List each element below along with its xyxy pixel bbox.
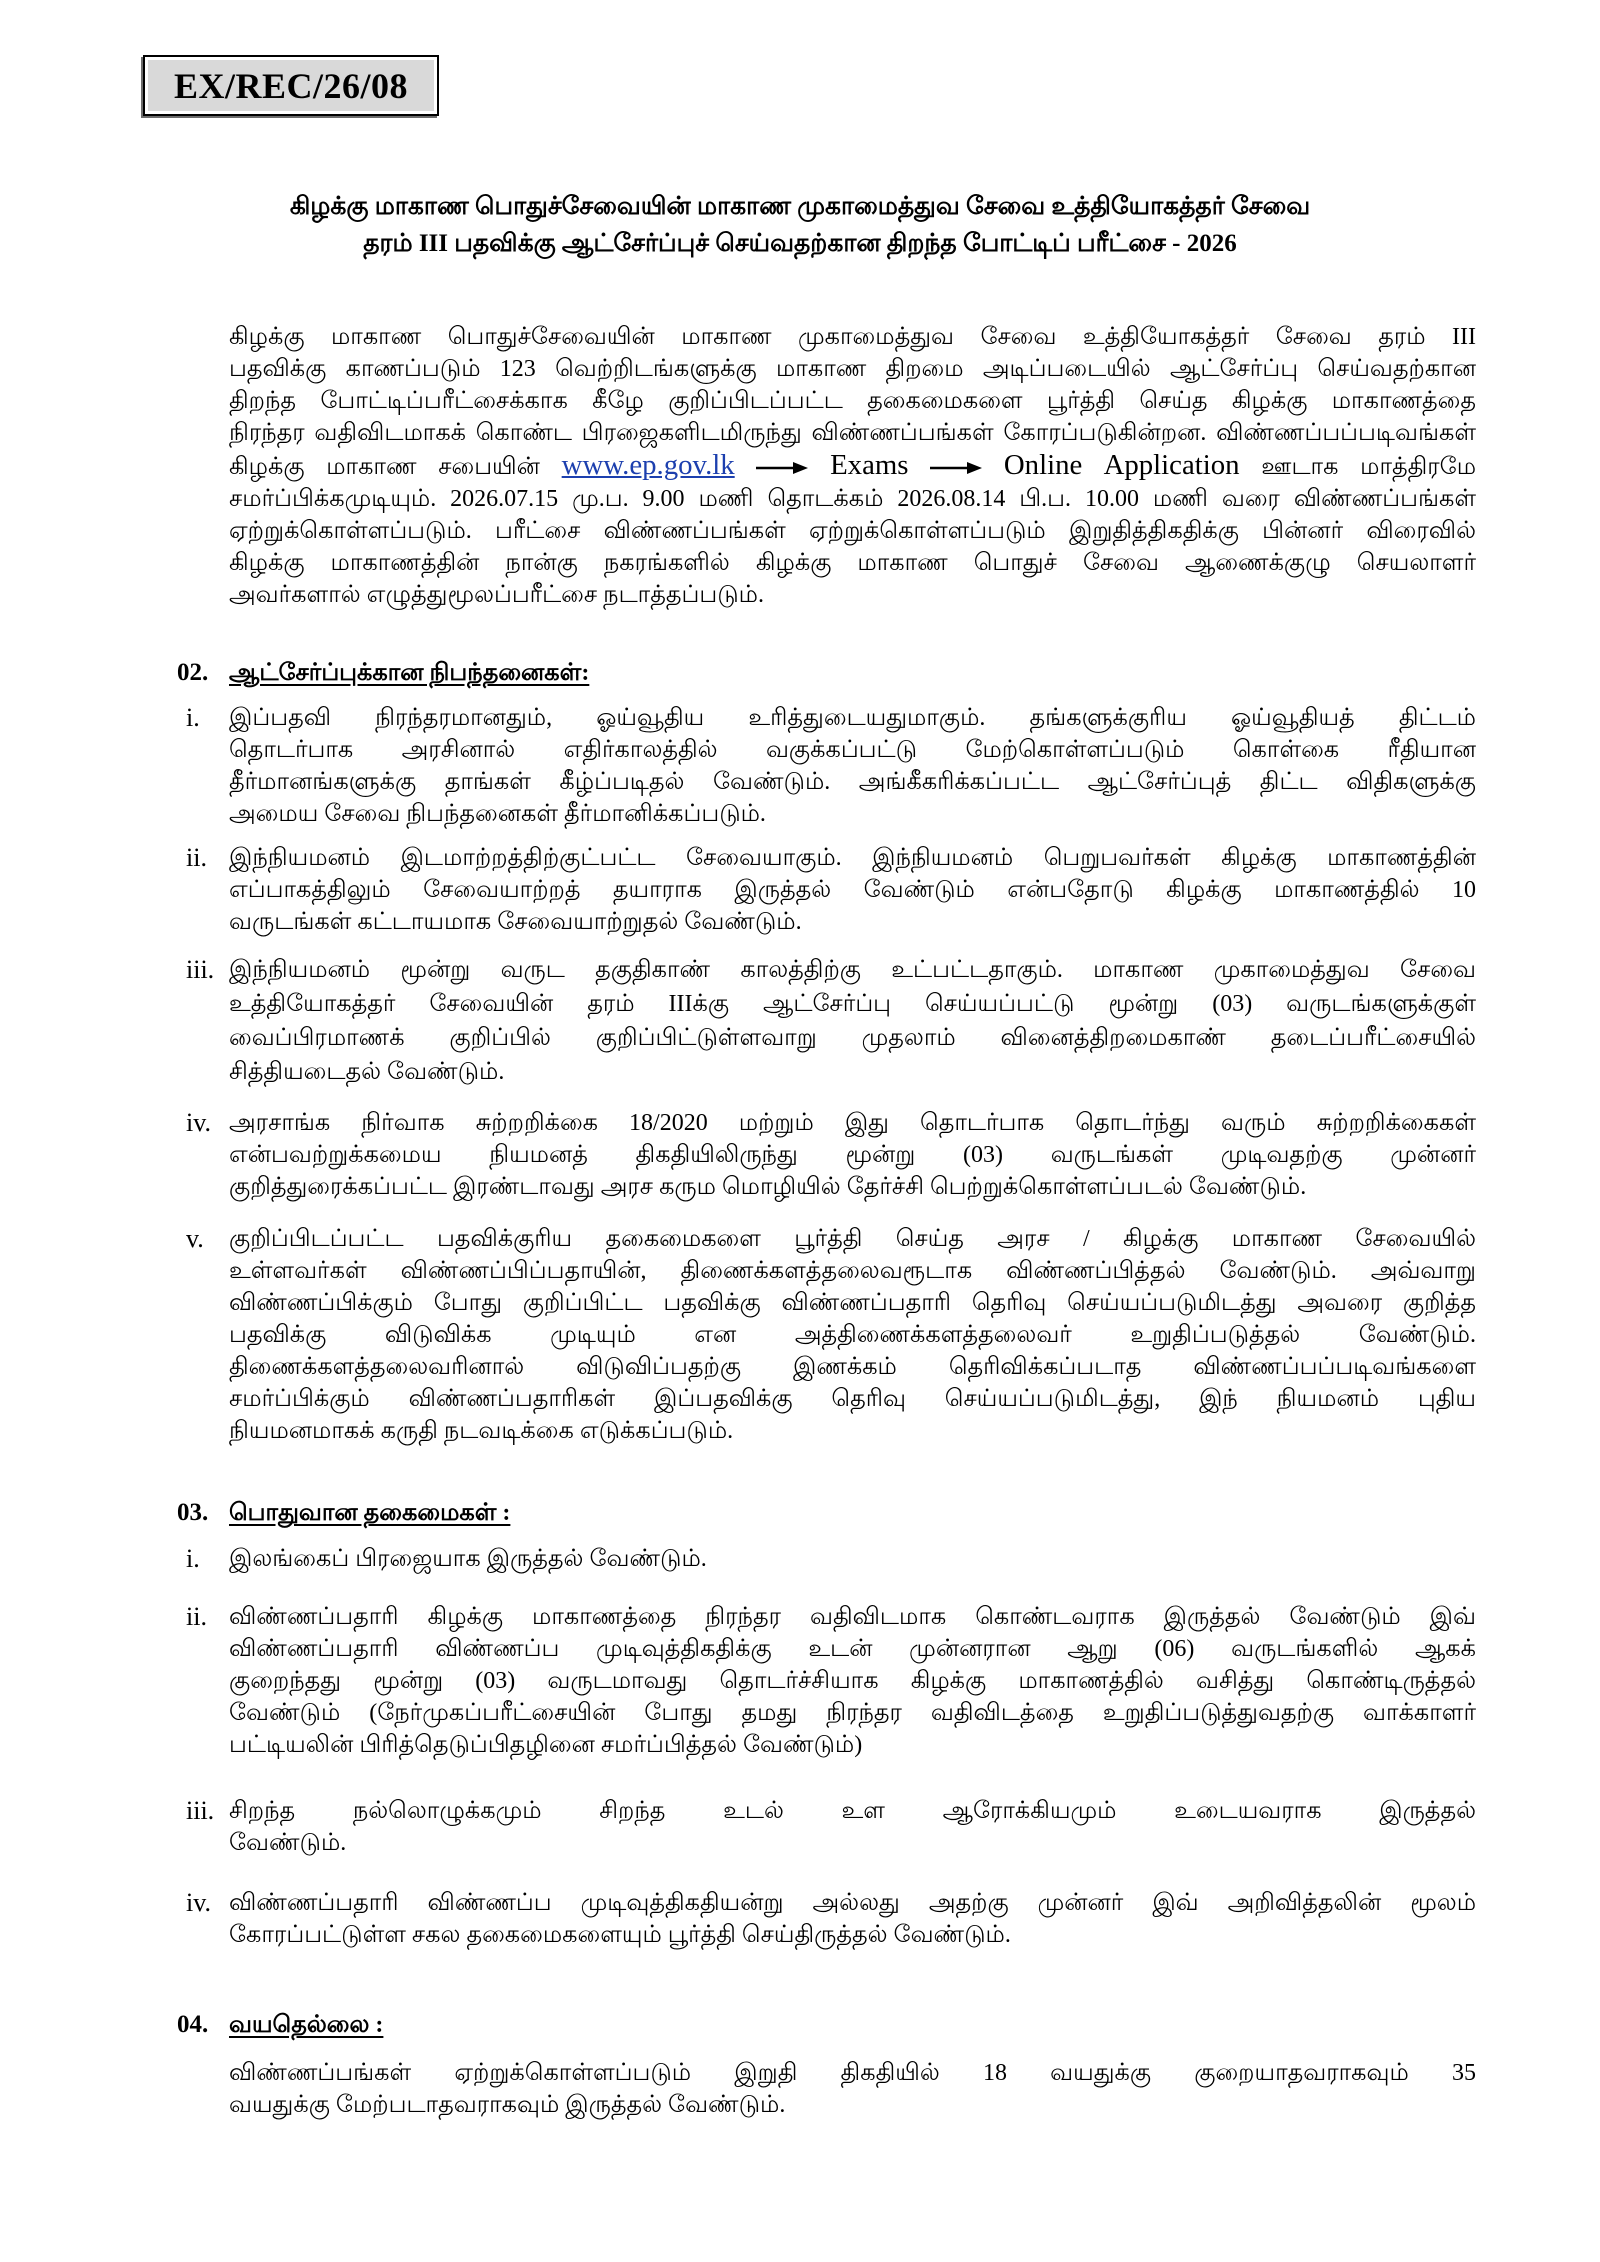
item-line: குறைந்தது மூன்று (03) வருடமாவது தொடர்ச்சியாக கிழக்கு மாகாணத்தில் வசித்து கொண்டிருத்தல்	[229, 1668, 1476, 1694]
general-qualification-item	[186, 1543, 1476, 1575]
item-text	[229, 1107, 1476, 1203]
item-line: திணைக்களத்தலைவரினால் விடுவிப்பதற்கு இணக்கம் தெரிவிக்கப்படாத விண்ணப்பப்படிவங்களை	[229, 1354, 1476, 1380]
item-line: விண்ணப்பிக்கும் போது குறிப்பிட்ட பதவிக்கு விண்ணப்பதாரி தெரிவு செய்யப்படுமிடத்து அவரை குறித்த	[229, 1290, 1476, 1316]
section-heading-row	[177, 1497, 1477, 1529]
recruitment-condition-item	[186, 1107, 1476, 1203]
item-line: உத்தியோகத்தர் சேவையின் தரம் IIIக்கு ஆட்சேர்ப்பு செய்யப்பட்டு மூன்று (03) வருடங்களுக்குள்	[229, 991, 1476, 1017]
item-line: குறிப்பிடப்பட்ட பதவிக்குரிய தகைமைகளை பூர்த்தி செய்த அரச / கிழக்கு மாகாண சேவையில்	[229, 1226, 1476, 1252]
arrow-right-icon	[930, 460, 982, 476]
reference-code: EX/REC/26/08	[173, 65, 409, 106]
item-text	[229, 1601, 1476, 1761]
item-line: வேண்டும் (நேர்முகப்பரீட்சையின் போது தமது நிரந்தர வதிவிடத்தை உறுதிப்படுத்துவதற்கு வாக்காளர்	[229, 1700, 1476, 1726]
section-heading-row	[177, 657, 1477, 689]
item-text	[229, 1887, 1476, 1951]
intro-line: நிரந்தர வதிவிடமாகக் கொண்ட பிரஜைகளிடமிருந்து விண்ணப்பங்கள் கோரப்படுகின்றன. விண்ணப்பப்படிவங்கள்	[229, 420, 1476, 446]
intro-line: பதவிக்கு காணப்படும் 123 வெற்றிடங்களுக்கு மாகாண திறமை அடிப்படையில் ஆட்சேர்ப்பு செய்வதற்கான	[229, 356, 1476, 382]
recruitment-condition-item	[186, 953, 1476, 1089]
age-limit-line: விண்ணப்பங்கள் ஏற்றுக்கொள்ளப்படும் இறுதி திகதியில் 18 வயதுக்கு குறையாதவராகவும் 35	[229, 2060, 1476, 2086]
item-line: சித்தியடைதல் வேண்டும்.	[229, 1059, 505, 1085]
intro-line: திறந்த போட்டிப்பரீட்சைக்காக கீழே குறிப்பிடப்பட்ட தகைமைகளை பூர்த்தி செய்த கிழக்கு மாகாணத்தை	[229, 388, 1476, 414]
item-line: சமர்ப்பிக்கும் விண்ணப்பதாரிகள் இப்பதவிக்கு தெரிவு செய்யப்படுமிடத்து, இந் நியமனம் புதிய	[229, 1386, 1476, 1412]
item-numeral: iv.	[186, 1888, 212, 1917]
item-text	[229, 702, 1476, 830]
item-line: விண்ணப்பதாரி விண்ணப்ப முடிவுத்திகதிக்கு உடன் முன்னரான ஆறு (06) வருடங்களில் ஆகக்	[229, 1636, 1476, 1662]
item-line: உள்ளவர்கள் விண்ணப்பிப்பதாயின், திணைக்களத்தலைவரூடாக விண்ணப்பித்தல் வேண்டும். அவ்வாறு	[229, 1258, 1476, 1284]
item-line: இலங்கைப் பிரஜையாக இருத்தல் வேண்டும்.	[229, 1546, 707, 1572]
intro-line: அவர்களால் எழுத்துமூலப்பரீட்சை நடாத்தப்படும்.	[229, 582, 764, 608]
section-number: 03.	[177, 1499, 209, 1526]
item-line: அமைய சேவை நிபந்தனைகள் தீர்மானிக்கப்படும்.	[229, 801, 766, 827]
item-line: இந்நியமனம் இடமாற்றத்திற்குட்பட்ட சேவையாகும். இந்நியமனம் பெறுபவர்கள் கிழக்கு மாகாணத்தின்	[229, 845, 1476, 871]
item-line: சிறந்த நல்லொழுக்கமும் சிறந்த உடல் உள ஆரோக்கியமும் உடையவராக இருத்தல்	[229, 1798, 1476, 1824]
item-line: தீர்மானங்களுக்கு தாங்கள் கீழ்ப்படிதல் வேண்டும். அங்கீகரிக்கப்பட்ட ஆட்சேர்ப்புத் திட்ட விதிகளுக்கு	[229, 769, 1476, 795]
item-numeral: iii.	[186, 1796, 215, 1825]
item-line: வருடங்கள் கட்டாயமாக சேவையாற்றுதல் வேண்டும்.	[229, 909, 802, 935]
item-line: வேண்டும்.	[229, 1830, 347, 1856]
item-line: விண்ணப்பதாரி விண்ணப்ப முடிவுத்திகதியன்று அல்லது அதற்கு முன்னர் இவ் அறிவித்தலின் மூலம்	[229, 1890, 1476, 1916]
section-number: 02.	[177, 659, 209, 686]
item-text	[229, 1543, 1476, 1575]
intro-line: கிழக்கு மாகாண பொதுச்சேவையின் மாகாண முகாமைத்துவ சேவை உத்தியோகத்தர் சேவை தரம் III	[229, 324, 1476, 350]
item-line: அரசாங்க நிர்வாக சுற்றறிக்கை 18/2020 மற்றும் இது தொடர்பாக தொடர்ந்து வரும் சுற்றறிக்கைகள்	[229, 1110, 1476, 1136]
item-numeral: iii.	[186, 955, 215, 984]
reference-box-fill	[148, 60, 434, 111]
arrow-right-icon	[756, 460, 808, 476]
item-text	[229, 842, 1476, 938]
item-text	[229, 953, 1476, 1089]
section-heading: வயதெல்லை :	[229, 2012, 384, 2038]
website-link[interactable]: www.ep.gov.lk	[561, 449, 735, 481]
recruitment-condition-item	[186, 702, 1476, 830]
item-line: பதவிக்கு விடுவிக்க முடியும் என அத்திணைக்களத்தலைவர் உறுதிப்படுத்தல் வேண்டும்.	[229, 1322, 1476, 1348]
general-qualification-item	[186, 1795, 1476, 1859]
intro-url-suffix: ஊடாக மாத்திரமே	[1261, 454, 1477, 480]
intro-line: சமர்ப்பிக்கமுடியும். 2026.07.15 மு.ப. 9.00 மணி தொடக்கம் 2026.08.14 பி.ப. 10.00 மணி வரை விண்ணப்பங்கள்	[229, 486, 1476, 512]
item-line: தொடர்பாக அரசினால் எதிர்காலத்தில் வகுக்கப்பட்டு மேற்கொள்ளப்படும் கொள்கை ரீதியான	[229, 737, 1476, 763]
intro-line: ஏற்றுக்கொள்ளப்படும். பரீட்சை விண்ணப்பங்கள் ஏற்றுக்கொள்ளப்படும் இறுதித்திகதிக்கு பின்னர் விரைவில்	[229, 518, 1476, 544]
intro-url-prefix: கிழக்கு மாகாண சபையின்	[229, 454, 540, 480]
general-qualification-item	[186, 1887, 1476, 1951]
item-numeral: v.	[186, 1224, 204, 1253]
item-line: வைப்பிரமாணக் குறிப்பில் குறிப்பிட்டுள்ளவாறு முதலாம் வினைத்திறமைகாண் தடைப்பரீட்சையில்	[229, 1025, 1476, 1051]
item-line: விண்ணப்பதாரி கிழக்கு மாகாணத்தை நிரந்தர வதிவிடமாக கொண்டவராக இருத்தல் வேண்டும் இவ்	[229, 1604, 1476, 1630]
recruitment-condition-item	[186, 842, 1476, 938]
item-numeral: iv.	[186, 1108, 212, 1137]
general-qualification-item	[186, 1601, 1476, 1761]
item-line: என்பவற்றுக்கமைய நியமனத் திகதியிலிருந்து மூன்று (03) வருடங்கள் முடிவதற்கு முன்னர்	[229, 1142, 1476, 1168]
recruitment-condition-item	[186, 1223, 1476, 1447]
item-line: எப்பாகத்திலும் சேவையாற்றத் தயாராக இருத்தல் வேண்டும் என்பதோடு கிழக்கு மாகாணத்தில் 10	[229, 877, 1476, 903]
item-line: நியமனமாகக் கருதி நடவடிக்கை எடுக்கப்படும்.	[229, 1418, 734, 1444]
age-limit-line: வயதுக்கு மேற்படாதவராகவும் இருத்தல் வேண்டும்.	[229, 2092, 786, 2118]
intro-paragraph	[229, 321, 1476, 611]
item-text	[229, 1223, 1476, 1447]
age-limit-text	[229, 2057, 1476, 2121]
section-heading-row	[177, 2009, 1477, 2041]
intro-line-url	[229, 449, 1476, 483]
item-numeral: i.	[186, 703, 200, 732]
title-line: கிழக்கு மாகாண பொதுச்சேவையின் மாகாண முகாமைத்துவ சேவை உத்தியோகத்தர் சேவை	[289, 193, 1311, 220]
section-number: 04.	[177, 2011, 209, 2038]
section-heading: ஆட்சேர்ப்புக்கான நிபந்தனைகள்:	[229, 660, 590, 686]
item-text	[229, 1795, 1476, 1859]
notice-title	[180, 188, 1420, 262]
item-line: இப்பதவி நிரந்தரமானதும், ஓய்வூதிய உரித்துடையதுமாகும். தங்களுக்குரிய ஓய்வூதியத் திட்டம்	[229, 705, 1476, 731]
item-line: கோரப்பட்டுள்ள சகல தகைமைகளையும் பூர்த்தி செய்திருத்தல் வேண்டும்.	[229, 1922, 1011, 1948]
item-numeral: ii.	[186, 843, 207, 872]
item-numeral: i.	[186, 1544, 200, 1573]
item-line: பட்டியலின் பிரித்தெடுப்பிதழினை சமர்ப்பித்தல் வேண்டும்)	[229, 1732, 863, 1758]
menu-step-exams: Exams	[830, 449, 909, 481]
intro-line: கிழக்கு மாகாணத்தின் நான்கு நகரங்களில் கிழக்கு மாகாண பொதுச் சேவை ஆணைக்குழு செயலாளர்	[229, 550, 1476, 576]
item-line: இந்நியமனம் மூன்று வருட தகுதிகாண் காலத்திற்கு உட்பட்டதாகும். மாகாண முகாமைத்துவ சேவை	[229, 957, 1476, 983]
item-numeral: ii.	[186, 1602, 207, 1631]
item-line: குறித்துரைக்கப்பட்ட இரண்டாவது அரச கரும மொழியில் தேர்ச்சி பெற்றுக்கொள்ளப்படல் வேண்டும்.	[229, 1174, 1307, 1200]
section-heading: பொதுவான தகைமைகள் :	[229, 1500, 511, 1526]
menu-step-online-application: Online Application	[1003, 449, 1240, 481]
title-line: தரம் III பதவிக்கு ஆட்சேர்ப்புச் செய்வதற்கான திறந்த போட்டிப் பரீட்சை - 2026	[363, 230, 1237, 257]
reference-box	[143, 55, 439, 116]
